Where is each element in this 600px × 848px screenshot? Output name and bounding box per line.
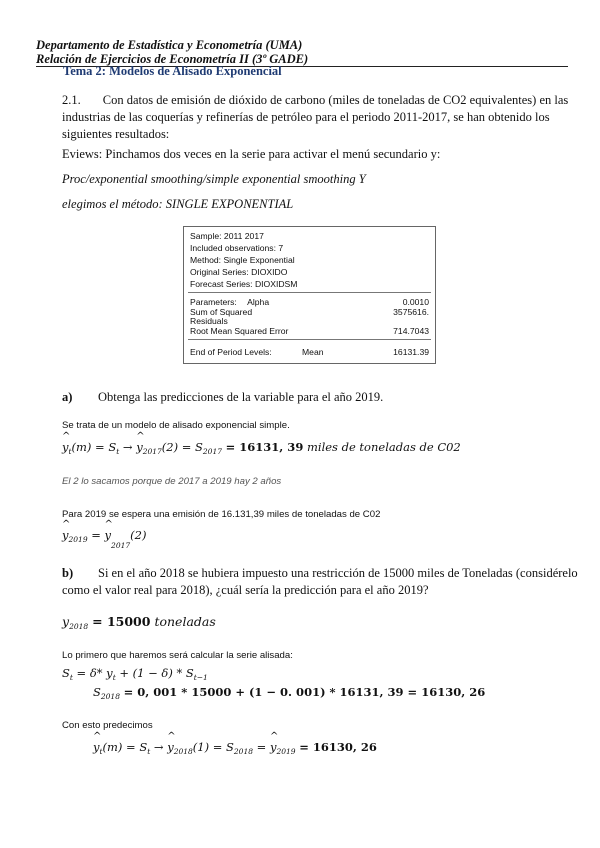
output-separator-2 — [188, 339, 431, 340]
header-department: Departamento de Estadística y Econometría (UMA) — [36, 38, 303, 52]
output-ssr-value: 3575616. — [393, 307, 429, 317]
part-a-intro: Se trata de un modelo de alisado exponencial simple. — [62, 420, 290, 431]
part-b-final-value: = 16130, 26 — [299, 740, 377, 754]
part-a-note: El 2 lo sacamos porque de 2017 a 2019 hay 2 años — [62, 476, 282, 487]
part-a-label: a) — [62, 390, 73, 404]
problem-line-1: Con datos de emisión de dióxido de carbono (miles de toneladas de CO2 equivalentes) en las — [102, 93, 569, 107]
output-eop-label: End of Period Levels: — [190, 347, 272, 357]
part-a-eq1-value: = 16131, 39 — [225, 440, 304, 454]
eviews-output-table — [183, 226, 436, 364]
output-sample: Sample: 2011 2017 — [190, 231, 264, 241]
output-included: Included observations: 7 — [190, 243, 284, 253]
section-title: Tema 2: Modelos de Alisado Exponencial — [63, 64, 282, 78]
part-b-y2018-value: = 15000 — [92, 614, 151, 629]
part-b-question-1: Si en el año 2018 se hubiera impuesto una restricción de 15000 miles de Toneladas (considérelo — [98, 566, 578, 580]
output-params-label: Parameters: — [190, 297, 237, 307]
part-b-y2018: $y_{2018} = 15000$ toneladas — [62, 614, 216, 631]
output-rmse-label: Root Mean Squared Error — [190, 326, 289, 336]
output-original: Original Series: DIOXIDO — [190, 267, 288, 277]
part-a-eq1-unit: miles de toneladas de C02 — [306, 440, 461, 454]
output-mean-value: 16131.39 — [393, 347, 429, 357]
problem-line-3: siguientes resultados: — [62, 127, 170, 141]
part-b-calculation: $S_{2018} = 0$, 001 * 15000 + (1 − 0. 001) * 16131, 39 = 16130, 26 — [93, 685, 486, 701]
output-method: Method: Single Exponential — [190, 255, 295, 265]
part-a-equation-1: ^ $y_t(m) = S_t$ → ^ $y_{2017}(2) = S_{2017} = 16131$, 39 miles de toneladas de C02 — [62, 440, 461, 456]
part-b-formula: $S_t = \delta*$ $y_t + (1 - \delta) * S_{t-1}$ — [62, 666, 208, 682]
output-ssr-label-2: Residuals — [190, 316, 228, 326]
part-b-intro: Lo primero que haremos será calcular la serie alisada: — [62, 650, 293, 661]
part-a-question: Obtenga las predicciones de la variable para el año 2019. — [98, 390, 384, 404]
problem-line-2: industrias de las coquerías y refinerías de petróleo para el periodo 2011-2017, se han obtenido los — [62, 110, 550, 124]
output-params-row — [190, 297, 269, 307]
problem-number: 2.1. — [62, 93, 81, 107]
output-forecast: Forecast Series: DIOXIDSM — [190, 279, 298, 289]
part-b-calc-value: = 0, 001 * 15000 + (1 − 0. 001) * 16131, 39 = 16130, 26 — [123, 685, 486, 699]
part-b-y2018-unit: toneladas — [154, 614, 216, 629]
part-b-con-esto: Con esto predecimos — [62, 720, 153, 731]
part-a-equation-2: ^ $y_{2019}$ = ^ $y_{2017}(2)$ — [62, 528, 146, 550]
part-b-final-equation: ^ $y_t(m) = S_t$ → ^ $y_{2018}(1) = S_{2018}$ = ^ $y_{2019} = 16130$, 26 — [93, 740, 377, 756]
output-ssr-label-1: Sum of Squared — [190, 307, 253, 317]
problem-statement — [62, 92, 572, 143]
output-alpha-label: Alpha — [247, 297, 270, 307]
output-separator-1 — [188, 292, 431, 293]
eviews-line-2: Proc/exponential smoothing/simple exponential smoothing Y — [62, 172, 366, 186]
part-b-question-2: como el valor real para 2018), ¿cuál sería la predicción para el año 2019? — [62, 583, 429, 597]
header-relation: Relación de Ejercicios de Econometría II (3º GADE) — [36, 52, 309, 66]
part-b-label: b) — [62, 566, 74, 580]
output-mean-label: Mean — [302, 347, 324, 357]
part-a-2019-text: Para 2019 se espera una emisión de 16.131,39 miles de toneladas de C02 — [62, 509, 381, 520]
output-rmse-value: 714.7043 — [393, 326, 429, 336]
eviews-line-3: elegimos el método: SINGLE EXPONENTIAL — [62, 197, 294, 211]
output-alpha-value: 0.0010 — [402, 297, 429, 307]
eviews-line-1: Eviews: Pinchamos dos veces en la serie para activar el menú secundario y: — [62, 147, 441, 161]
